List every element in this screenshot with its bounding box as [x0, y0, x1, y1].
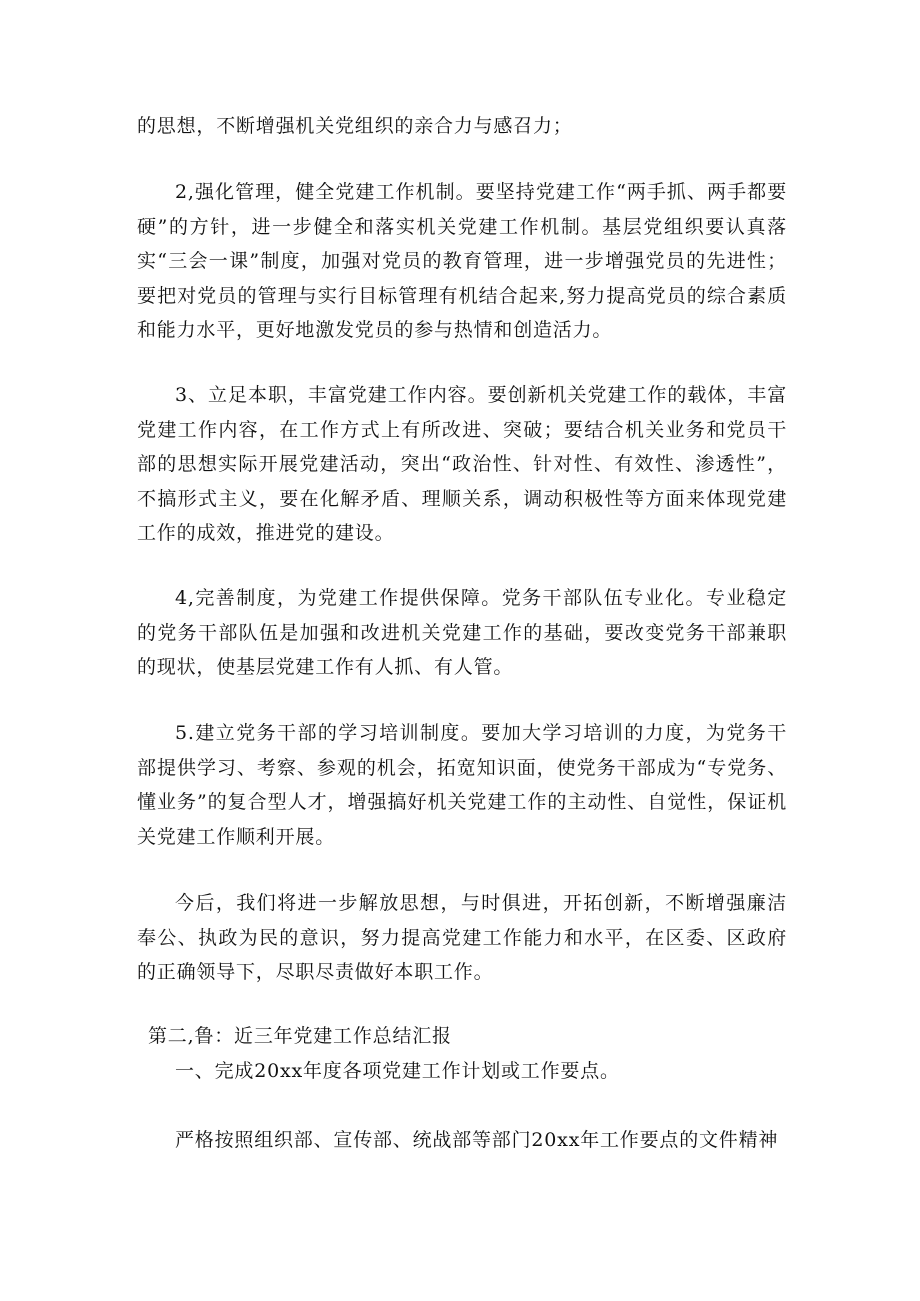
paragraph-conclusion: 今后，我们将进一步解放思想，与时俱进，开拓创新，不断增强廉洁奉公、执政为民的意识，努力提高党建工作能力和水平，在区委、区政府的正确领导下，尽职尽责做好本职工作。 [137, 892, 787, 983]
section-heading: 第二,鲁：近三年党建工作总结汇报 [148, 1025, 452, 1047]
sub-heading: 一、完成20xx年度各项党建工作计划或工作要点。 [175, 1060, 620, 1082]
paragraph-continuation: 的思想，不断增强机关党组织的亲合力与感召力； [137, 115, 573, 137]
paragraph-last: 严格按照组织部、宣传部、统战部等部门20xx年工作要点的文件精神 [175, 1129, 779, 1151]
paragraph-item-2: 2,强化管理，健全党建工作机制。要坚持党建工作“两手抓、两手都要硬”的方针，进一步健全和落实机关党建工作机制。基层党组织要认真落实“三会一课”制度，加强对党员的教育管理，进一步增强党员的先进性；要把对党员的管理与实行目标管理有机结合起来,努力提高党员的综合素质和能力水平，更好地激发党员的参与热情和创造活力。 [137, 181, 787, 341]
paragraph-item-5: 5.建立党务干部的学习培训制度。要加大学习培训的力度，为党务干部提供学习、考察、参观的机会，拓宽知识面，使党务干部成为“专党务、懂业务”的复合型人才，增强搞好机关党建工作的主动性、自觉性，保证机关党建工作顺利开展。 [137, 722, 787, 848]
paragraph-item-4: 4,完善制度，为党建工作提供保障。党务干部队伍专业化。专业稳定的党务干部队伍是加强和改进机关党建工作的基础，要改变党务干部兼职的现状，使基层党建工作有人抓、有人管。 [137, 587, 787, 678]
paragraph-item-3: 3、立足本职，丰富党建工作内容。要创新机关党建工作的载体，丰富党建工作内容，在工作方式上有所改进、突破；要结合机关业务和党员干部的思想实际开展党建活动，突出“政治性、针对性、有效性、渗透性”，不搞形式主义，要在化解矛盾、理顺关系，调动积极性等方面来体现党建工作的成效，推进党的建设。 [137, 384, 787, 544]
